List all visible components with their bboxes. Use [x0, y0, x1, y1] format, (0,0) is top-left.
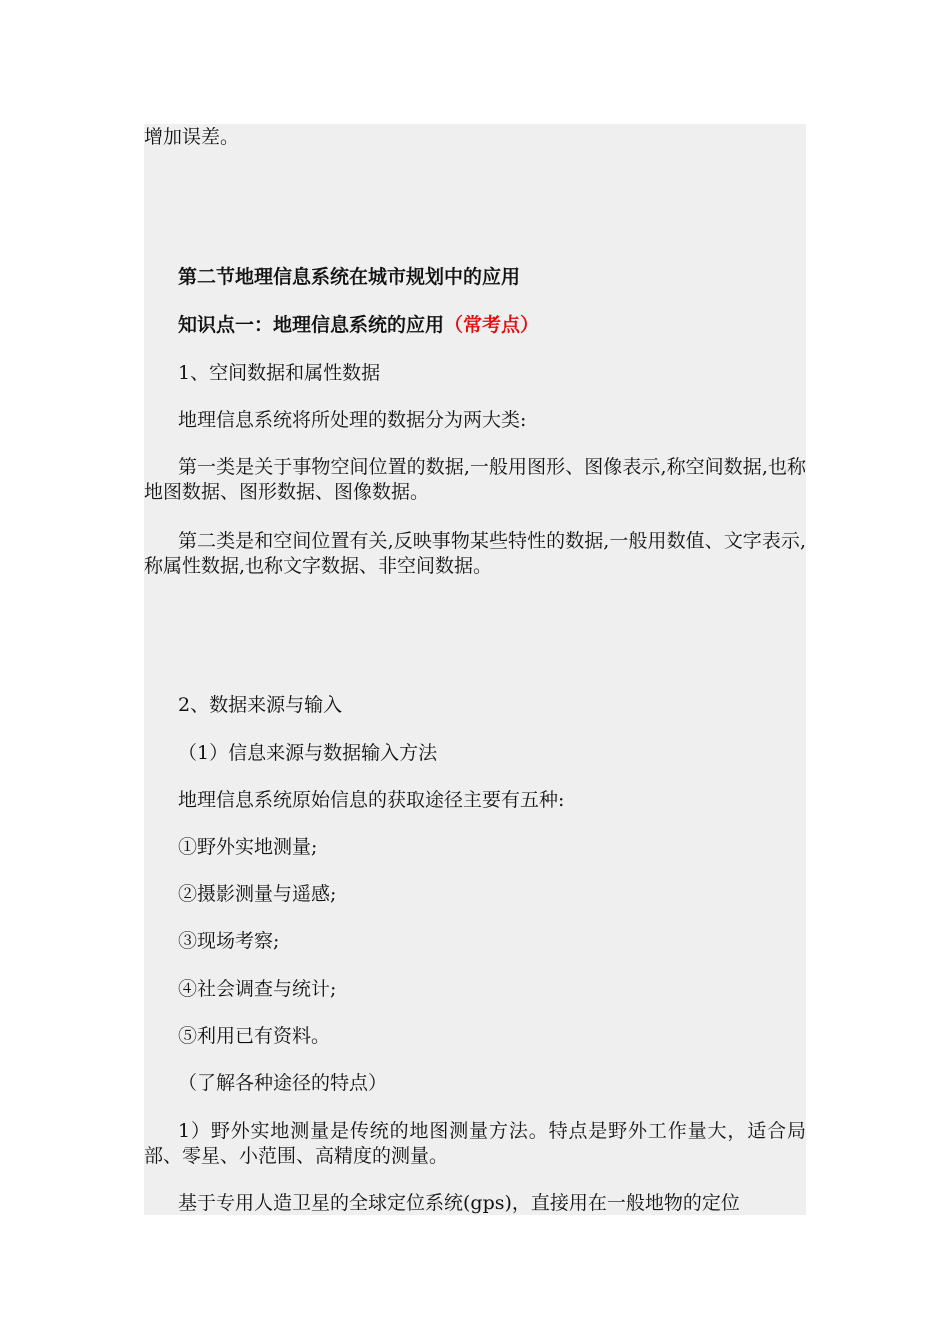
paragraph: 第一类是关于事物空间位置的数据,一般用图形、图像表示,称空间数据,也称地图数据、图形数据、图像数据。: [144, 456, 806, 503]
list-item: ⑤利用已有资料。: [178, 1025, 331, 1047]
list-item: ②摄影测量与遥感;: [178, 883, 337, 905]
subheading: （1）信息来源与数据输入方法: [178, 742, 438, 764]
knowledge-heading: [144, 313, 806, 338]
text-line: 基于专用人造卫星的全球定位系统(gps)，直接用在一般地物的定位: [178, 1192, 740, 1214]
list-item: ③现场考察;: [178, 930, 280, 952]
knowledge-title: 知识点一：地理信息系统的应用: [178, 314, 445, 336]
list-item: ④社会调查与统计;: [178, 978, 337, 1000]
paragraph: 1）野外实地测量是传统的地图测量方法。特点是野外工作量大，适合局部、零星、小范围、高精度的测量。: [144, 1120, 806, 1167]
text-line: 地理信息系统将所处理的数据分为两大类:: [178, 409, 527, 431]
section-heading: 第二节地理信息系统在城市规划中的应用: [178, 266, 521, 288]
subheading: 1、空间数据和属性数据: [178, 362, 381, 384]
text-line: 增加误差。: [144, 126, 240, 148]
text-line: 地理信息系统原始信息的获取途径主要有五种:: [178, 789, 565, 811]
paragraph: 第二类是和空间位置有关,反映事物某些特性的数据,一般用数值、文字表示,称属性数据,也称文字数据、非空间数据。: [144, 530, 806, 577]
frequent-tag: （常考点）: [444, 314, 540, 336]
list-item: ①野外实地测量;: [178, 836, 318, 858]
text-line: （了解各种途径的特点）: [178, 1072, 388, 1094]
subheading: 2、数据来源与输入: [178, 694, 343, 716]
